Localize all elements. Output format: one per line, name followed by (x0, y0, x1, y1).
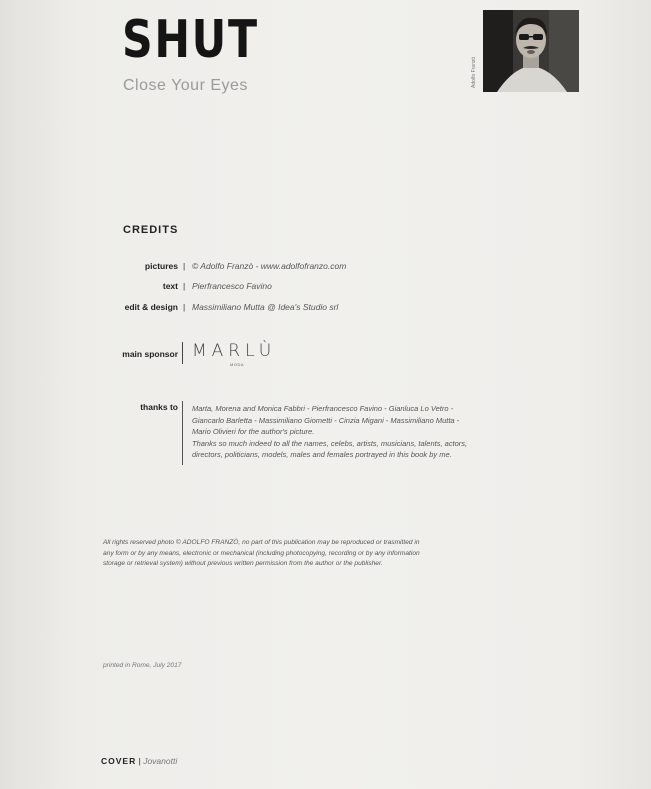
credit-row-edit-design (0, 302, 651, 316)
photo-caption: Adolfo Franzò (471, 56, 477, 88)
book-title: SHUT (122, 10, 259, 70)
divider (182, 401, 183, 465)
thanks-label: thanks to (140, 402, 178, 412)
thanks-text (192, 403, 592, 461)
credit-row-pictures (0, 261, 651, 275)
sponsor-logo: MARLÙ (192, 341, 277, 361)
rights-line: All rights reserved photo © ADOLFO FRANZÒ, no part of this publication may be reproduced or trasmitted in (103, 539, 420, 546)
separator: | (183, 281, 186, 291)
separator: | (183, 261, 186, 271)
rights-line: storage or retrieval system) without previous written permission from the author or the publisher. (103, 560, 383, 567)
thanks-line: Thanks so much indeed to all the names, celebs, artists, musicians, talents, actors, (192, 438, 468, 448)
thanks-line: Mario Olivieri for the author's picture. (192, 427, 315, 436)
cover-credit (101, 756, 177, 766)
credit-label: pictures (144, 261, 178, 271)
cover-label: COVER (101, 756, 137, 766)
sponsor-logo-subtext: MODA (230, 362, 244, 367)
divider (182, 342, 183, 364)
rights-line: any form or by any means, electronic or mechanical (including photocopying, recording or by any information (103, 549, 420, 557)
credit-value: © Adolfo Franzò - www.adolfofranzo.com (192, 261, 347, 271)
cover-value: Jovanotti (143, 756, 178, 766)
thanks-line: Giancarlo Barletta - Massimiliano Giometti - Cinzia Migani - Massimiliano Mutta - (192, 415, 460, 425)
credit-value: Massimiliano Mutta @ Idea's Studio srl (192, 302, 339, 312)
thanks-line: Marta, Morena and Monica Fabbri - Pierfrancesco Favino - Gianluca Lo Vetro - (192, 404, 454, 413)
credit-row-text (0, 281, 651, 295)
sponsor-label: main sponsor (122, 349, 178, 359)
book-subtitle: Close Your Eyes (123, 77, 248, 94)
author-photo (483, 10, 579, 92)
printed-note: printed in Rome, July 2017 (103, 662, 182, 669)
credit-label: text (162, 281, 178, 291)
credits-heading: CREDITS (123, 224, 179, 236)
credit-label: edit & design (124, 302, 178, 312)
separator: | (138, 756, 144, 766)
separator: | (183, 302, 186, 312)
credit-value: Pierfrancesco Favino (192, 281, 272, 291)
rights-notice (103, 538, 581, 570)
thanks-line: directors, politicians, models, males and females portrayed in this book by me. (192, 450, 452, 459)
